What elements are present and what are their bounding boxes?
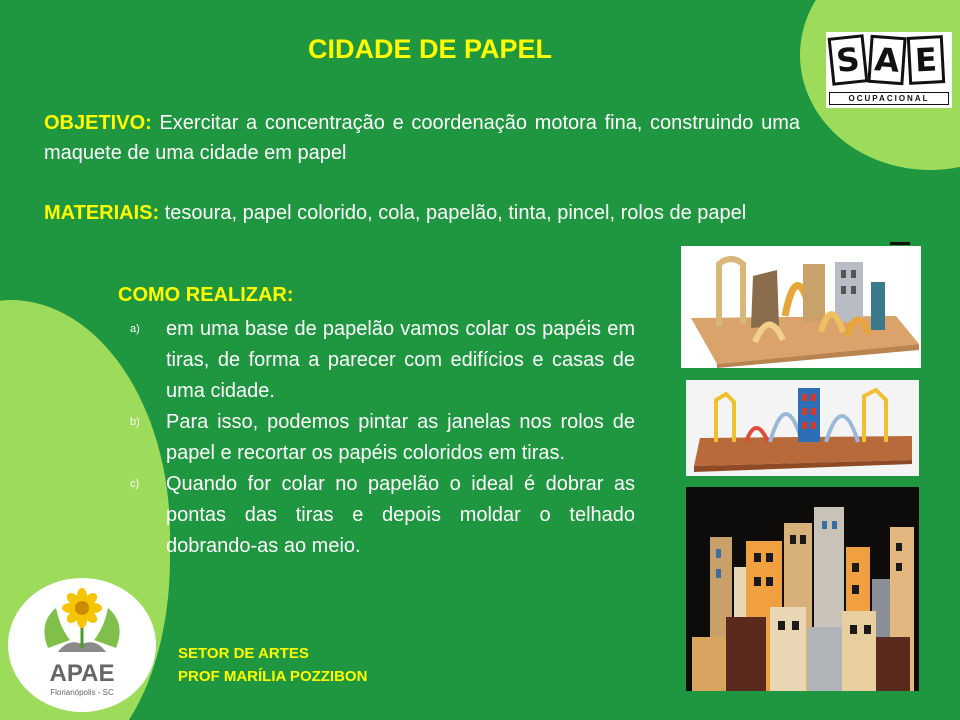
apae-logo (8, 578, 156, 712)
footer-credits (178, 642, 367, 688)
sae-letter: S (828, 34, 869, 86)
apae-logo-name: APAE (49, 660, 115, 687)
list-item (130, 314, 635, 407)
sae-logo (826, 32, 952, 108)
list-item (130, 407, 635, 469)
step-marker: a) (130, 323, 140, 335)
photo-paper-city-3 (686, 487, 919, 691)
objetivo-label: OBJETIVO: (44, 112, 152, 134)
materiais-label: MATERIAIS: (44, 202, 160, 224)
step-text: em uma base de papelão vamos colar os papéis em tiras, de forma a parecer com edifícios e casas de uma cidade. (166, 318, 635, 402)
step-marker: b) (130, 416, 140, 428)
sae-logo-subtitle: OCUPACIONAL (829, 92, 949, 105)
como-realizar-heading: COMO REALIZAR: (118, 284, 294, 306)
sae-logo-letters (830, 36, 944, 84)
footer-sector: SETOR DE ARTES (178, 645, 309, 662)
sunflower-hands-icon (8, 578, 156, 660)
photo-paper-city-1 (681, 246, 921, 368)
decor-dash (890, 242, 910, 245)
sae-letter: E (907, 35, 945, 85)
step-text: Para isso, podemos pintar as janelas nos rolos de papel e recortar os papéis coloridos em tiras. (166, 411, 635, 464)
objetivo-paragraph (44, 108, 800, 168)
apae-logo-city: Florianópolis - SC (50, 688, 114, 697)
photo-paper-city-2 (686, 380, 919, 476)
list-item (130, 469, 635, 562)
materiais-paragraph (44, 198, 800, 228)
materiais-text: tesoura, papel colorido, cola, papelão, tinta, pincel, rolos de papel (164, 202, 747, 224)
footer-teacher: PROF MARÍLIA POZZIBON (178, 668, 368, 685)
step-text: Quando for colar no papelão o ideal é dobrar as pontas das tiras e depois moldar o telhado dobrando-as ao meio. (166, 473, 635, 557)
slide-title: CIDADE DE PAPEL (307, 34, 553, 64)
objetivo-text: Exercitar a concentração e coordenação motora fina, construindo uma maquete de uma cidade em papel (44, 112, 800, 164)
sae-letter: A (867, 35, 906, 85)
steps-list (130, 314, 635, 562)
step-marker: c) (130, 478, 140, 490)
